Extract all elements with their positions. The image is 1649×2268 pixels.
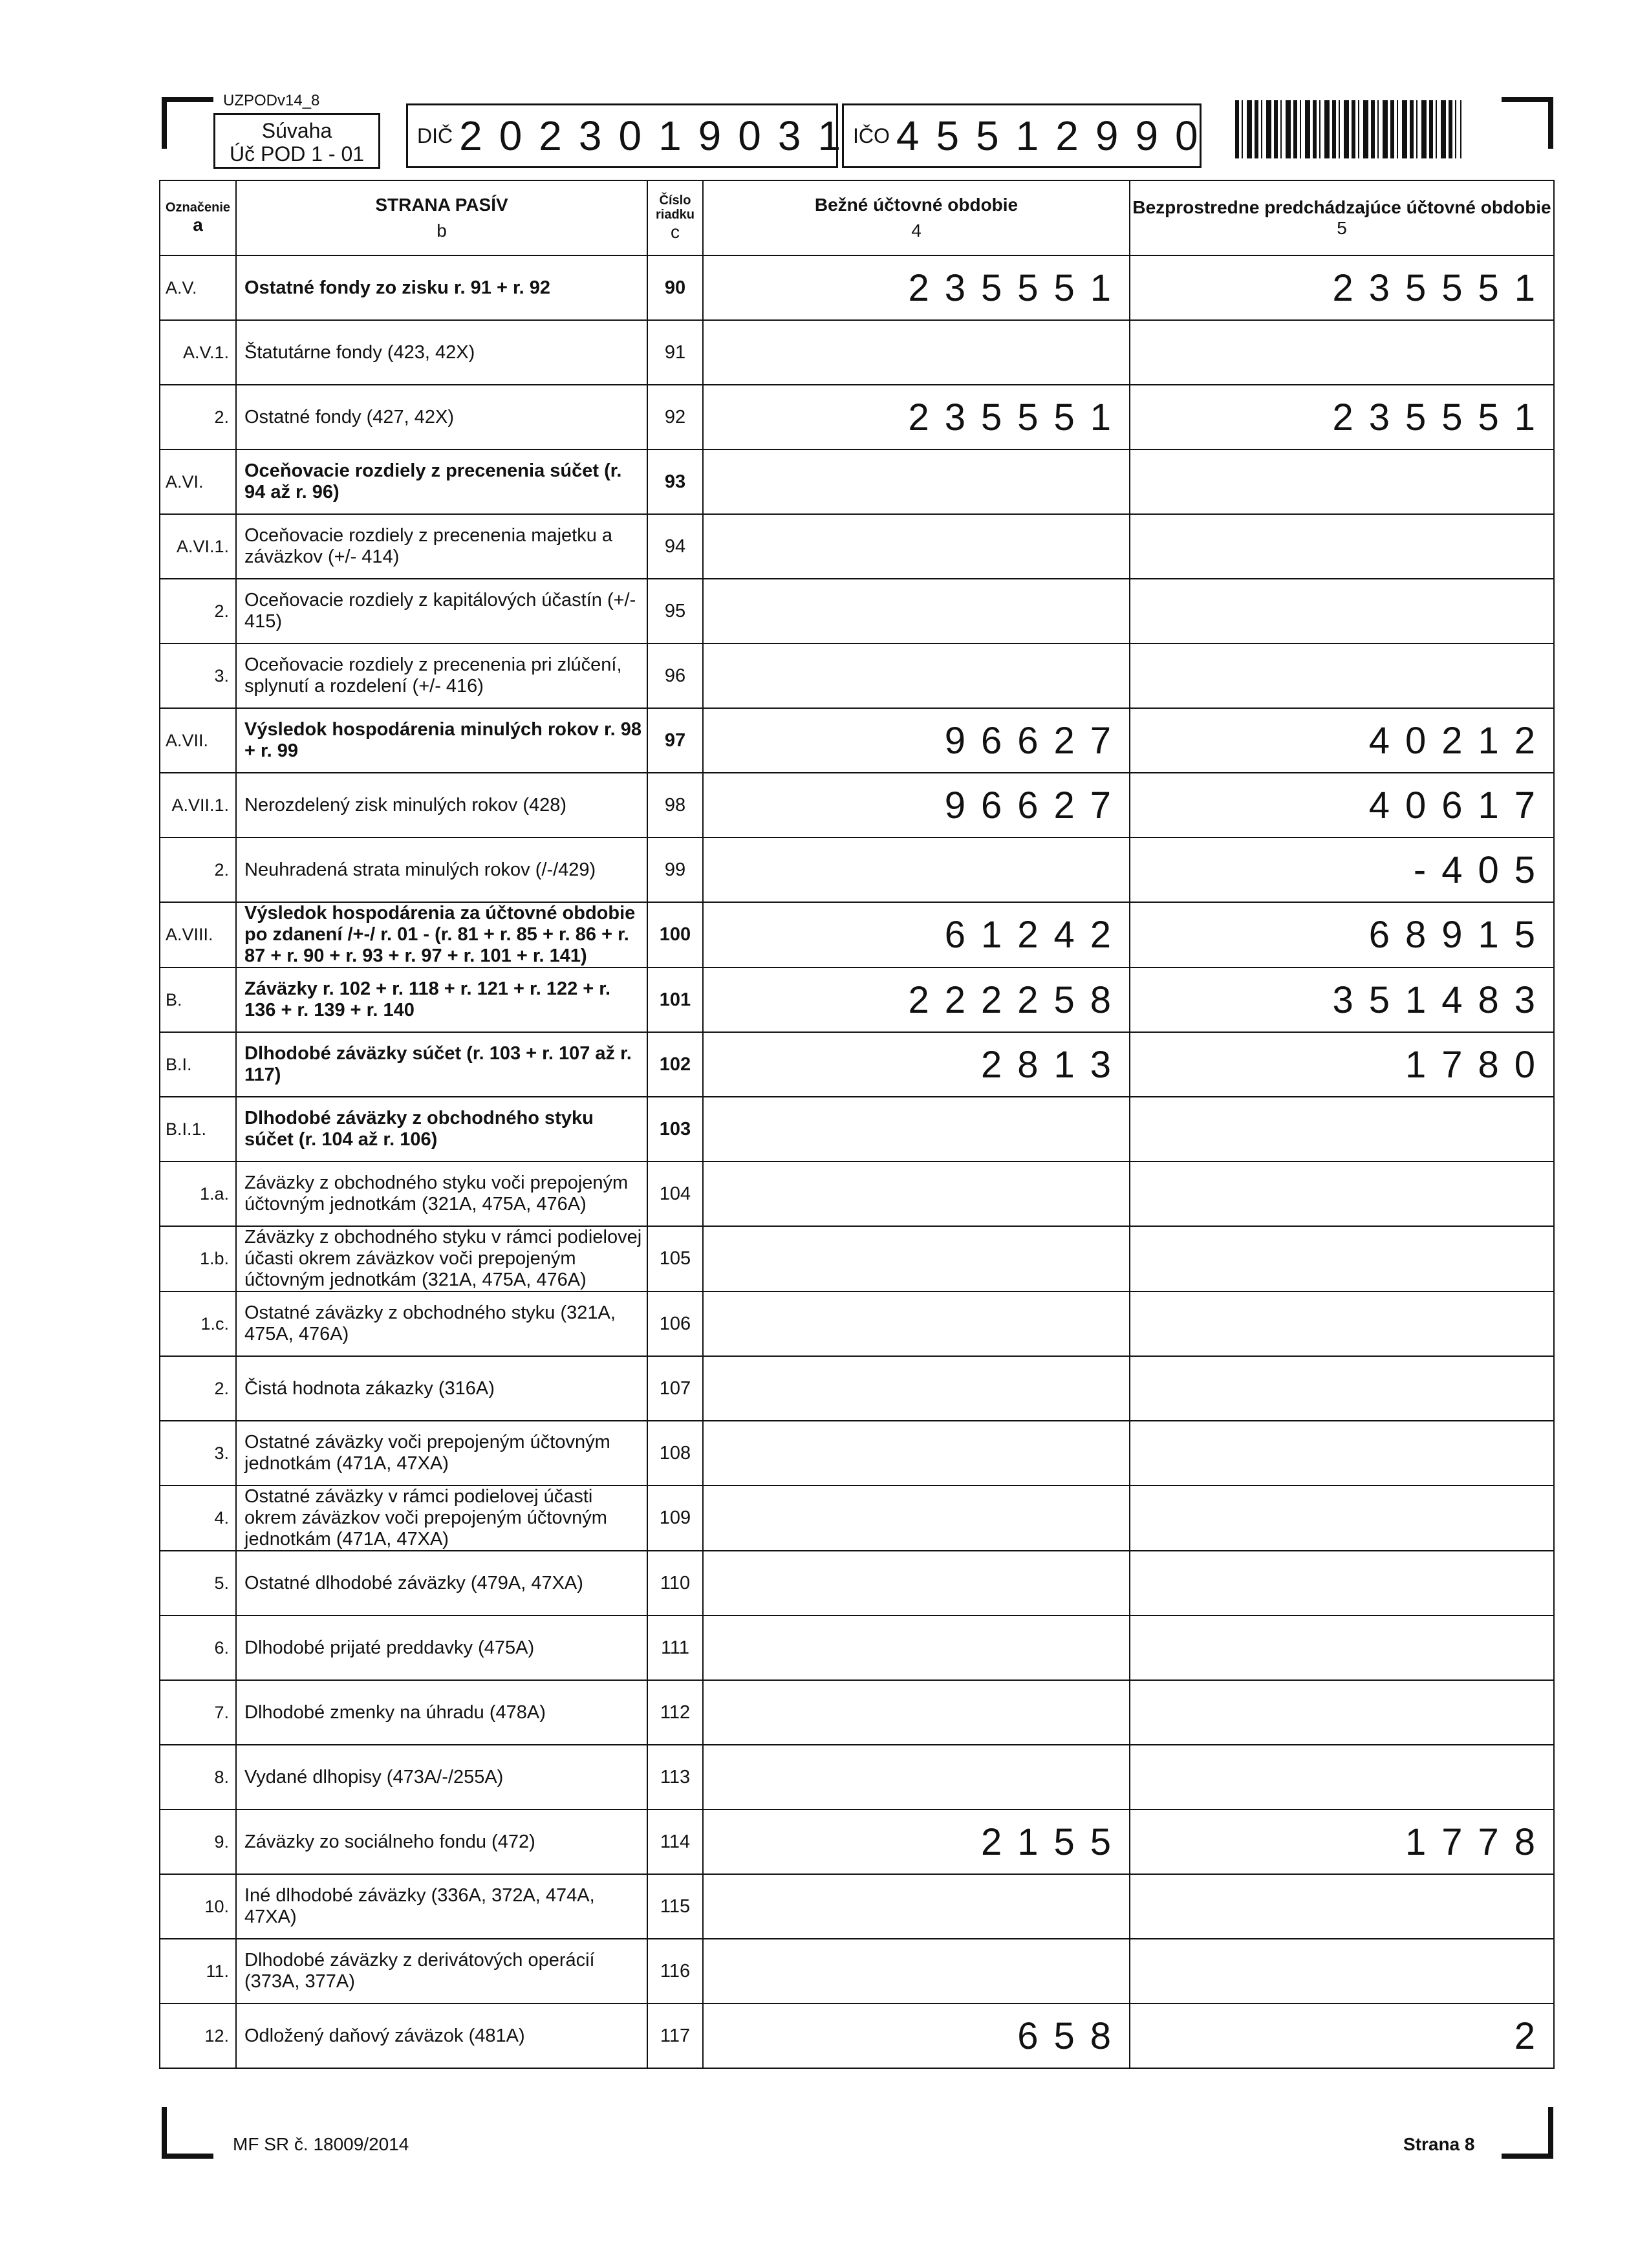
corner-mark-top-right-v bbox=[1548, 97, 1553, 149]
table-row bbox=[160, 1680, 1554, 1745]
header-mark-sub: a bbox=[193, 215, 203, 235]
row-current-value: 235551 bbox=[703, 385, 1130, 449]
corner-mark-top-left-h bbox=[162, 97, 213, 102]
row-mark: A.VII.1. bbox=[160, 773, 236, 837]
header-current-text: Bežné účtovné obdobie bbox=[814, 195, 1018, 215]
row-line-number: 113 bbox=[647, 1745, 703, 1809]
row-current-value bbox=[703, 1161, 1130, 1226]
row-label: Ostatné záväzky voči prepojeným účtovným jednotkám (471A, 47XA) bbox=[236, 1421, 647, 1485]
table-row bbox=[160, 773, 1554, 837]
table-row bbox=[160, 1615, 1554, 1680]
header-line-sub: c bbox=[671, 222, 680, 242]
table-row bbox=[160, 902, 1554, 967]
row-previous-value bbox=[1130, 1874, 1554, 1939]
header-mark-label: Označenie bbox=[165, 200, 231, 215]
row-previous-value bbox=[1130, 643, 1554, 708]
row-current-value: 2155 bbox=[703, 1809, 1130, 1874]
form-title: Súvaha bbox=[261, 119, 332, 142]
page-number: Strana 8 bbox=[1403, 2134, 1475, 2154]
row-current-value bbox=[703, 837, 1130, 902]
row-mark: 3. bbox=[160, 1421, 236, 1485]
header-label-text: STRANA PASÍV bbox=[375, 195, 508, 215]
header-previous-sub: 5 bbox=[1337, 218, 1347, 238]
row-previous-value: 40212 bbox=[1130, 708, 1554, 773]
row-current-value bbox=[703, 643, 1130, 708]
row-mark: 12. bbox=[160, 2003, 236, 2068]
row-previous-value bbox=[1130, 514, 1554, 579]
corner-mark-top-right-h bbox=[1502, 97, 1553, 102]
row-previous-value bbox=[1130, 1421, 1554, 1485]
row-label: Výsledok hospodárenia minulých rokov r. 98 + r. 99 bbox=[236, 708, 647, 773]
row-current-value bbox=[703, 1485, 1130, 1551]
row-previous-value: -405 bbox=[1130, 837, 1554, 902]
row-label: Dlhodobé zmenky na úhradu (478A) bbox=[236, 1680, 647, 1745]
row-current-value bbox=[703, 1226, 1130, 1291]
row-current-value bbox=[703, 1291, 1130, 1356]
row-previous-value: 40617 bbox=[1130, 773, 1554, 837]
row-mark: B.I.1. bbox=[160, 1097, 236, 1161]
row-label: Štatutárne fondy (423, 42X) bbox=[236, 320, 647, 385]
row-line-number: 111 bbox=[647, 1615, 703, 1680]
table-row bbox=[160, 1356, 1554, 1421]
row-mark: A.VI. bbox=[160, 449, 236, 514]
row-current-value bbox=[703, 1745, 1130, 1809]
row-previous-value: 1778 bbox=[1130, 1809, 1554, 1874]
row-line-number: 112 bbox=[647, 1680, 703, 1745]
table-row bbox=[160, 1226, 1554, 1291]
row-previous-value bbox=[1130, 1291, 1554, 1356]
row-mark: 3. bbox=[160, 643, 236, 708]
table-row bbox=[160, 2003, 1554, 2068]
header-line-text: Číslo riadku bbox=[655, 193, 695, 222]
table-row bbox=[160, 1551, 1554, 1615]
row-line-number: 106 bbox=[647, 1291, 703, 1356]
table-row bbox=[160, 514, 1554, 579]
row-line-number: 110 bbox=[647, 1551, 703, 1615]
row-label: Dlhodobé záväzky súčet (r. 103 + r. 107 až r. 117) bbox=[236, 1032, 647, 1097]
row-line-number: 97 bbox=[647, 708, 703, 773]
footer-reference: MF SR č. 18009/2014 bbox=[233, 2134, 409, 2154]
row-current-value: 235551 bbox=[703, 255, 1130, 320]
header-label bbox=[236, 180, 647, 255]
row-mark: A.VIII. bbox=[160, 902, 236, 967]
row-mark: 4. bbox=[160, 1485, 236, 1551]
header-line bbox=[647, 180, 703, 255]
table-row bbox=[160, 1097, 1554, 1161]
row-current-value: 658 bbox=[703, 2003, 1130, 2068]
table-row bbox=[160, 1874, 1554, 1939]
header-previous-text: Bezprostredne predchádzajúce účtovné obdobie bbox=[1132, 197, 1551, 217]
header-label-sub: b bbox=[436, 221, 447, 241]
liabilities-table bbox=[159, 180, 1555, 2069]
row-previous-value bbox=[1130, 1161, 1554, 1226]
row-mark: 1.b. bbox=[160, 1226, 236, 1291]
row-current-value bbox=[703, 1680, 1130, 1745]
corner-mark-bottom-right-v bbox=[1548, 2107, 1553, 2159]
row-previous-value bbox=[1130, 1356, 1554, 1421]
row-label: Ostatné dlhodobé záväzky (479A, 47XA) bbox=[236, 1551, 647, 1615]
row-label: Nerozdelený zisk minulých rokov (428) bbox=[236, 773, 647, 837]
row-previous-value bbox=[1130, 579, 1554, 643]
row-mark: B.I. bbox=[160, 1032, 236, 1097]
header-current bbox=[703, 180, 1130, 255]
row-line-number: 90 bbox=[647, 255, 703, 320]
row-mark: 2. bbox=[160, 579, 236, 643]
row-previous-value bbox=[1130, 1226, 1554, 1291]
row-mark: A.V.1. bbox=[160, 320, 236, 385]
row-label: Ostatné fondy zo zisku r. 91 + r. 92 bbox=[236, 255, 647, 320]
row-line-number: 92 bbox=[647, 385, 703, 449]
row-current-value bbox=[703, 1551, 1130, 1615]
corner-mark-bottom-right-h bbox=[1502, 2154, 1553, 2159]
row-previous-value: 68915 bbox=[1130, 902, 1554, 967]
row-mark: 2. bbox=[160, 1356, 236, 1421]
row-label: Ostatné záväzky v rámci podielovej účasti okrem záväzkov voči prepojeným účtovným jednotkám (471A, 47XA) bbox=[236, 1485, 647, 1551]
row-mark: 1.c. bbox=[160, 1291, 236, 1356]
row-current-value bbox=[703, 1874, 1130, 1939]
ico-label: IČO bbox=[853, 124, 890, 147]
row-previous-value bbox=[1130, 1485, 1554, 1551]
corner-mark-bottom-left-h bbox=[162, 2154, 213, 2159]
row-mark: A.VI.1. bbox=[160, 514, 236, 579]
row-line-number: 114 bbox=[647, 1809, 703, 1874]
row-line-number: 100 bbox=[647, 902, 703, 967]
table-row bbox=[160, 255, 1554, 320]
table-row bbox=[160, 320, 1554, 385]
table-row bbox=[160, 837, 1554, 902]
row-mark: 11. bbox=[160, 1939, 236, 2003]
row-mark: B. bbox=[160, 967, 236, 1032]
row-line-number: 99 bbox=[647, 837, 703, 902]
table-row bbox=[160, 1291, 1554, 1356]
ico-value: 45512990 bbox=[896, 113, 1215, 159]
row-mark: 2. bbox=[160, 385, 236, 449]
table-row bbox=[160, 1939, 1554, 2003]
row-current-value: 2813 bbox=[703, 1032, 1130, 1097]
row-line-number: 98 bbox=[647, 773, 703, 837]
row-current-value bbox=[703, 320, 1130, 385]
table-row bbox=[160, 579, 1554, 643]
row-current-value bbox=[703, 1615, 1130, 1680]
corner-mark-bottom-left-v bbox=[162, 2107, 167, 2159]
row-line-number: 101 bbox=[647, 967, 703, 1032]
row-mark: 1.a. bbox=[160, 1161, 236, 1226]
row-label: Výsledok hospodárenia za účtovné obdobie po zdanení /+-/ r. 01 - (r. 81 + r. 85 + r. 86 + r. 87 + r. 90 + r. 93 + r. 97 + r. 101 + r. 141) bbox=[236, 902, 647, 967]
row-line-number: 117 bbox=[647, 2003, 703, 2068]
table-row bbox=[160, 385, 1554, 449]
row-line-number: 116 bbox=[647, 1939, 703, 2003]
row-line-number: 105 bbox=[647, 1226, 703, 1291]
form-title-box bbox=[213, 113, 380, 169]
dic-label: DIČ bbox=[417, 124, 453, 147]
row-label: Záväzky z obchodného styku v rámci podielovej účasti okrem záväzkov voči prepojeným účtovným jednotkám (321A, 475A, 476A) bbox=[236, 1226, 647, 1291]
table-row bbox=[160, 1161, 1554, 1226]
header-previous bbox=[1130, 180, 1554, 255]
corner-mark-top-left-v bbox=[162, 97, 167, 149]
row-previous-value bbox=[1130, 320, 1554, 385]
row-mark: 8. bbox=[160, 1745, 236, 1809]
row-line-number: 108 bbox=[647, 1421, 703, 1485]
row-line-number: 107 bbox=[647, 1356, 703, 1421]
header-mark bbox=[160, 180, 236, 255]
table-row bbox=[160, 1032, 1554, 1097]
row-label: Oceňovacie rozdiely z precenenia súčet (r. 94 až r. 96) bbox=[236, 449, 647, 514]
row-label: Záväzky z obchodného styku voči prepojeným účtovným jednotkám (321A, 475A, 476A) bbox=[236, 1161, 647, 1226]
table-row bbox=[160, 643, 1554, 708]
row-label: Dlhodobé prijaté preddavky (475A) bbox=[236, 1615, 647, 1680]
row-label: Oceňovacie rozdiely z kapitálových účastín (+/- 415) bbox=[236, 579, 647, 643]
row-mark: 5. bbox=[160, 1551, 236, 1615]
row-previous-value bbox=[1130, 1680, 1554, 1745]
row-previous-value bbox=[1130, 449, 1554, 514]
row-current-value: 61242 bbox=[703, 902, 1130, 967]
row-current-value bbox=[703, 449, 1130, 514]
table-row bbox=[160, 1745, 1554, 1809]
table-row bbox=[160, 1421, 1554, 1485]
row-label: Oceňovacie rozdiely z precenenia pri zlúčení, splynutí a rozdelení (+/- 416) bbox=[236, 643, 647, 708]
row-previous-value bbox=[1130, 1939, 1554, 2003]
table-row bbox=[160, 449, 1554, 514]
row-label: Čistá hodnota zákazky (316A) bbox=[236, 1356, 647, 1421]
row-current-value bbox=[703, 1356, 1130, 1421]
dic-value: 2023019031 bbox=[459, 113, 858, 159]
form-code: UZPODv14_8 bbox=[223, 92, 320, 109]
row-current-value bbox=[703, 1421, 1130, 1485]
row-label: Dlhodobé záväzky z obchodného styku súčet (r. 104 až r. 106) bbox=[236, 1097, 647, 1161]
row-line-number: 91 bbox=[647, 320, 703, 385]
table-row bbox=[160, 1485, 1554, 1551]
row-line-number: 109 bbox=[647, 1485, 703, 1551]
row-previous-value: 2 bbox=[1130, 2003, 1554, 2068]
dic-box bbox=[406, 103, 858, 168]
row-current-value bbox=[703, 514, 1130, 579]
row-previous-value bbox=[1130, 1615, 1554, 1680]
barcode-icon bbox=[1235, 100, 1461, 158]
row-line-number: 93 bbox=[647, 449, 703, 514]
row-line-number: 95 bbox=[647, 579, 703, 643]
row-current-value: 222258 bbox=[703, 967, 1130, 1032]
row-current-value: 96627 bbox=[703, 773, 1130, 837]
row-line-number: 104 bbox=[647, 1161, 703, 1226]
row-previous-value: 235551 bbox=[1130, 385, 1554, 449]
row-line-number: 94 bbox=[647, 514, 703, 579]
row-mark: 10. bbox=[160, 1874, 236, 1939]
table-row bbox=[160, 1809, 1554, 1874]
row-current-value bbox=[703, 579, 1130, 643]
row-mark: 2. bbox=[160, 837, 236, 902]
row-current-value: 96627 bbox=[703, 708, 1130, 773]
table-header-row bbox=[160, 180, 1554, 255]
row-line-number: 96 bbox=[647, 643, 703, 708]
row-line-number: 103 bbox=[647, 1097, 703, 1161]
row-previous-value bbox=[1130, 1745, 1554, 1809]
ico-box bbox=[842, 103, 1215, 168]
row-label: Oceňovacie rozdiely z precenenia majetku a záväzkov (+/- 414) bbox=[236, 514, 647, 579]
form-subtitle: Úč POD 1 - 01 bbox=[229, 142, 365, 166]
row-label: Záväzky r. 102 + r. 118 + r. 121 + r. 122 + r. 136 + r. 139 + r. 140 bbox=[236, 967, 647, 1032]
row-mark: 6. bbox=[160, 1615, 236, 1680]
row-label: Odložený daňový záväzok (481A) bbox=[236, 2003, 647, 2068]
row-previous-value bbox=[1130, 1097, 1554, 1161]
row-line-number: 115 bbox=[647, 1874, 703, 1939]
row-label: Dlhodobé záväzky z derivátových operácií (373A, 377A) bbox=[236, 1939, 647, 2003]
table-row bbox=[160, 967, 1554, 1032]
row-previous-value: 1780 bbox=[1130, 1032, 1554, 1097]
row-current-value bbox=[703, 1097, 1130, 1161]
row-label: Ostatné fondy (427, 42X) bbox=[236, 385, 647, 449]
row-current-value bbox=[703, 1939, 1130, 2003]
row-label: Vydané dlhopisy (473A/-/255A) bbox=[236, 1745, 647, 1809]
row-mark: A.VII. bbox=[160, 708, 236, 773]
row-previous-value bbox=[1130, 1551, 1554, 1615]
row-label: Iné dlhodobé záväzky (336A, 372A, 474A, 47XA) bbox=[236, 1874, 647, 1939]
table-row bbox=[160, 708, 1554, 773]
header-current-sub: 4 bbox=[911, 221, 921, 241]
row-mark: 9. bbox=[160, 1809, 236, 1874]
row-mark: 7. bbox=[160, 1680, 236, 1745]
row-previous-value: 351483 bbox=[1130, 967, 1554, 1032]
row-mark: A.V. bbox=[160, 255, 236, 320]
row-line-number: 102 bbox=[647, 1032, 703, 1097]
row-label: Neuhradená strata minulých rokov (/-/429) bbox=[236, 837, 647, 902]
row-label: Ostatné záväzky z obchodného styku (321A, 475A, 476A) bbox=[236, 1291, 647, 1356]
row-previous-value: 235551 bbox=[1130, 255, 1554, 320]
row-label: Záväzky zo sociálneho fondu (472) bbox=[236, 1809, 647, 1874]
